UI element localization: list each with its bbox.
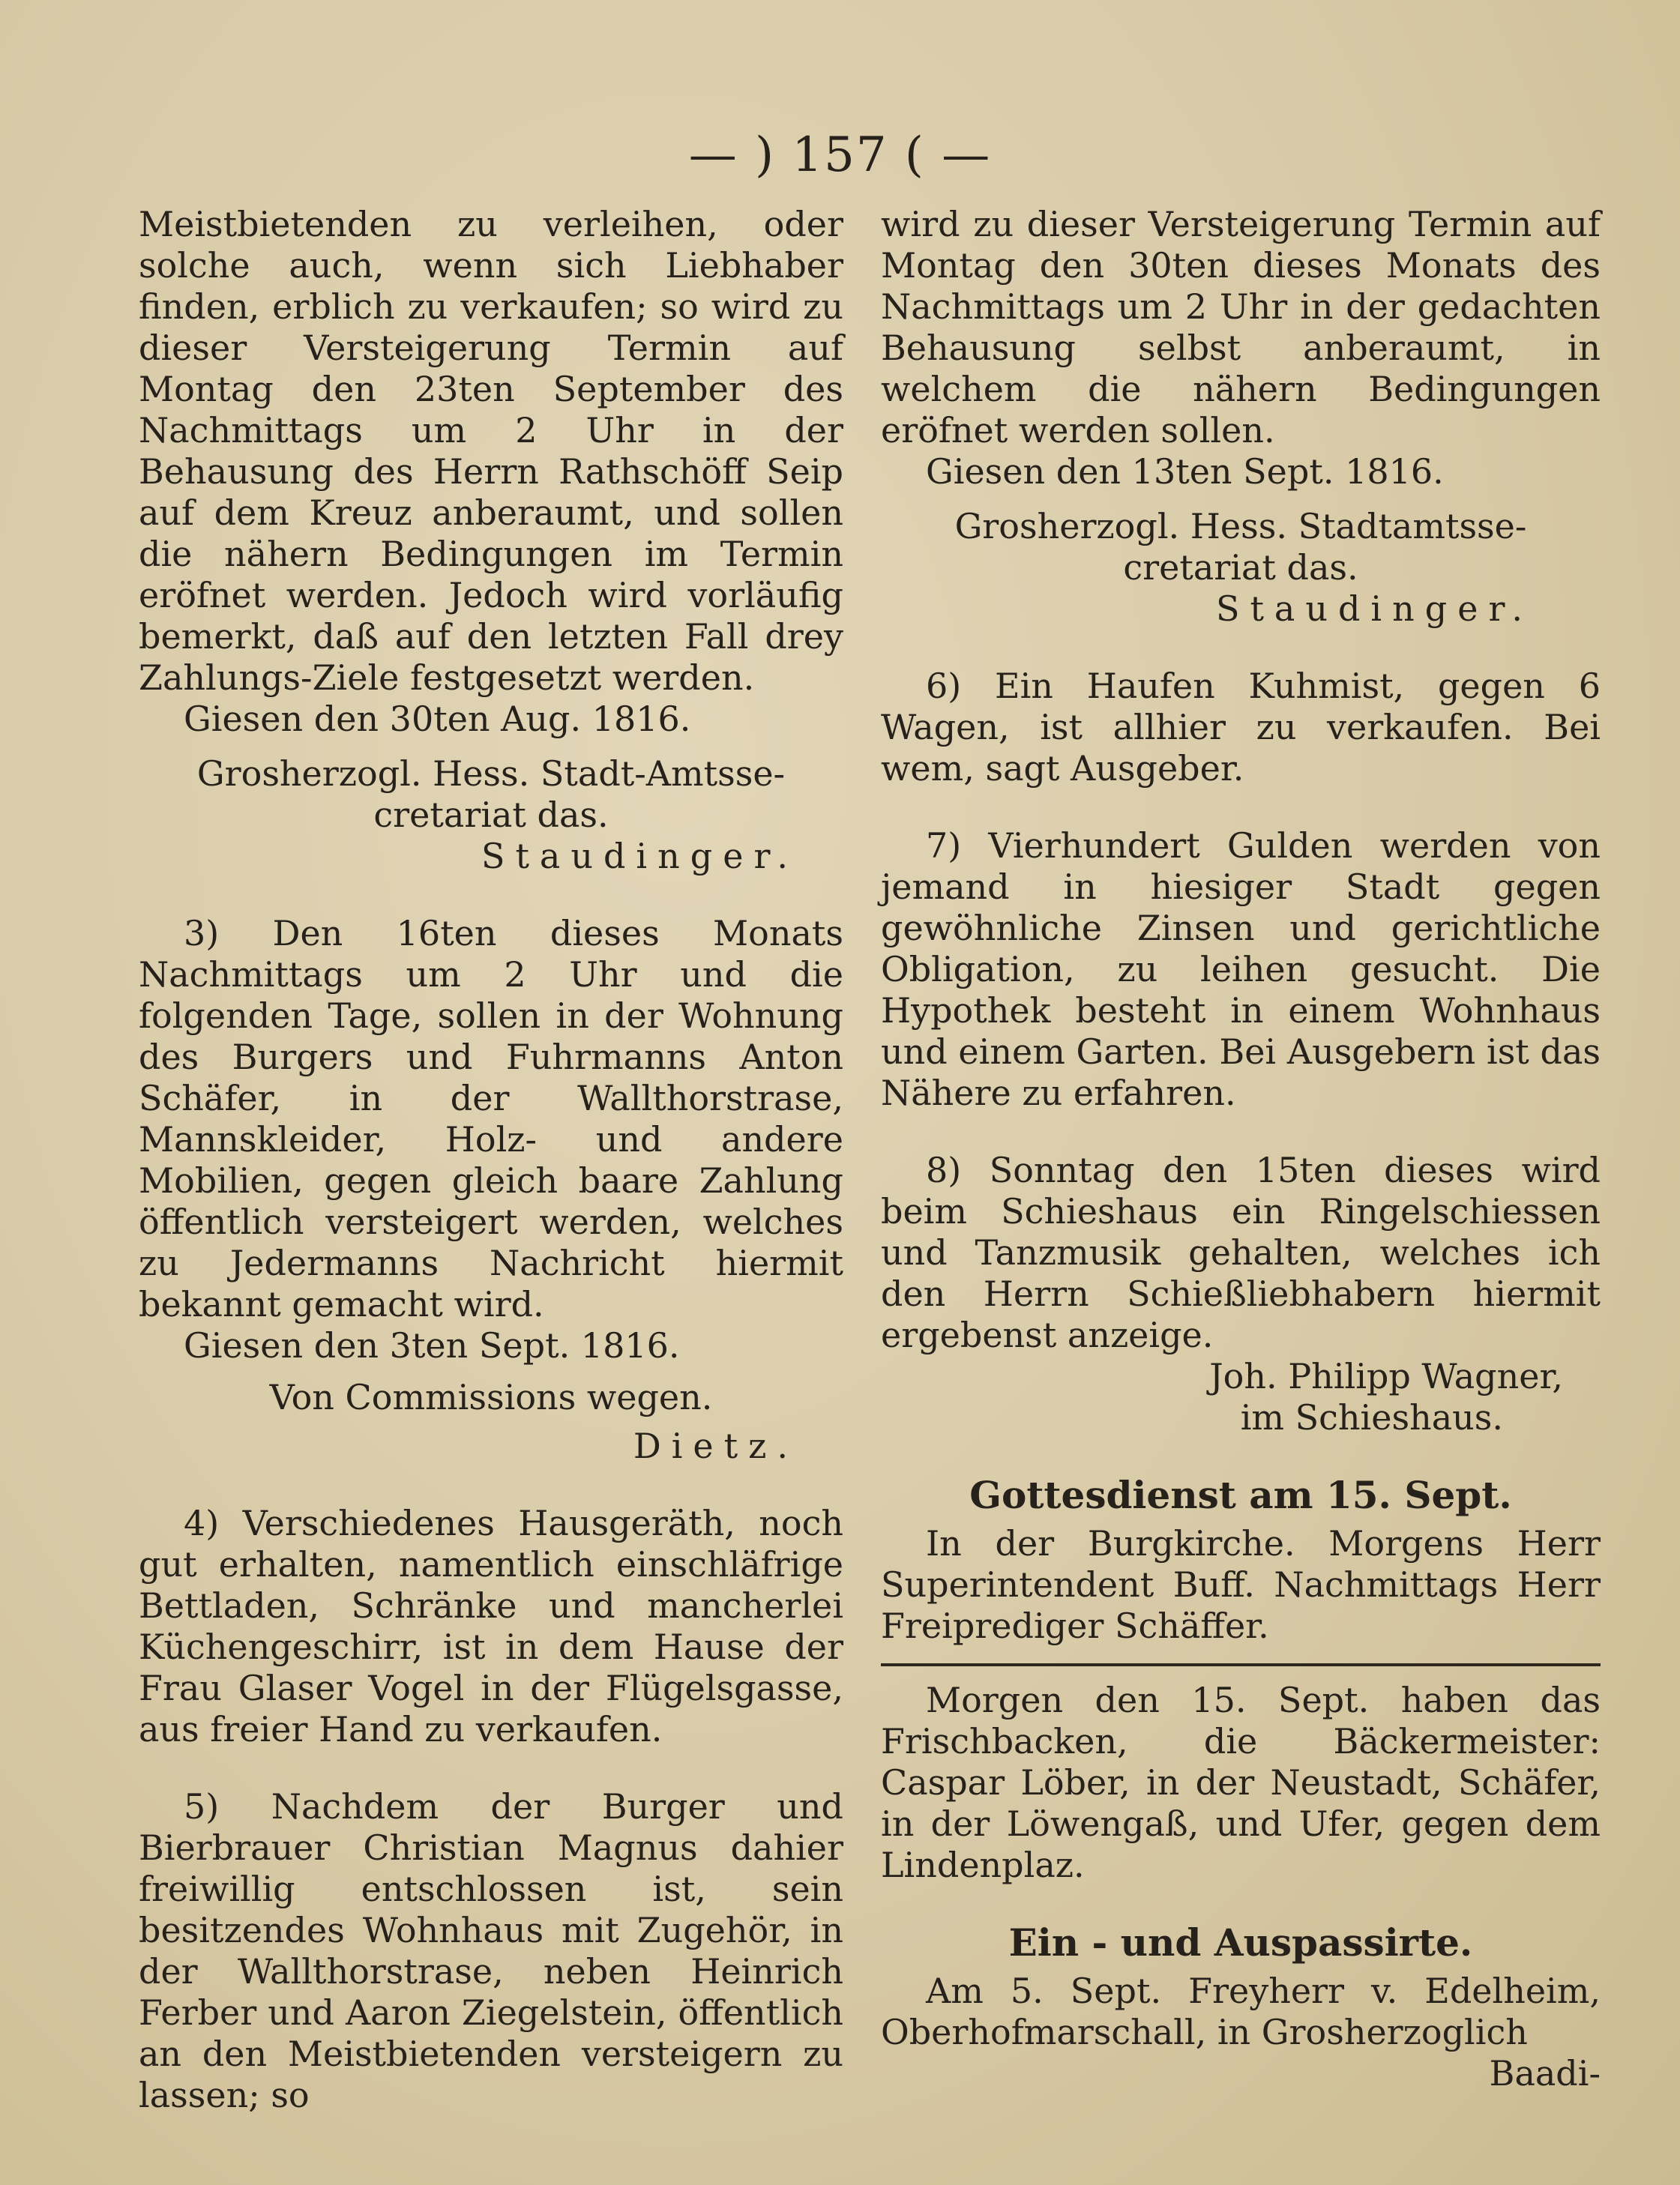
- notice-8-signer-place: im Schieshaus.: [1240, 1397, 1503, 1438]
- notice-5-signer-name: Staudinger.: [1215, 588, 1533, 629]
- intro-signature-line-1: Grosherzogl. Hess. Stadt-Amtsse-: [196, 753, 786, 794]
- notice-3-signature: Von Commissions wegen.: [269, 1377, 713, 1417]
- notice-5-date: Giesen den 13ten Sept. 1816.: [926, 451, 1444, 492]
- notice-5-continued: wird zu dieser Versteigerung Termin auf Montag den 30ten dieses Monats des Nachmittags um 2 Uhr in der gedachten Behausung selbst anberaumt, in welchem die nähern Bedingungen eröfnet werden sollen.: [881, 204, 1601, 450]
- notice-3: 3) Den 16ten dieses Monats Nachmittags um 2 Uhr und die folgenden Tage, sollen in der Wohnung des Burgers und Fuhrmanns Anton Schäfer, in der Wallthorstrase, Mannskleider, Holz- und andere Mobilien, gegen gleich baare Zahlung öffentlich versteigert werden, welches zu Jedermanns Nachricht hiermit bekannt gemacht wird.: [139, 913, 843, 1324]
- church-service-heading: Gottesdienst am 15. Sept.: [969, 1473, 1512, 1517]
- right-column: [881, 204, 1601, 2094]
- notice-5-signature-line-1: Grosherzogl. Hess. Stadtamtsse-: [954, 506, 1527, 546]
- notice-7: 7) Vierhundert Gulden werden von jemand in hiesiger Stadt gegen gewöhnliche Zinsen und gerichtliche Obligation, zu leihen gesucht. Die Hypothek besteht in einem Wohnhaus und einem Garten. Bei Ausgebern ist das Nähere zu erfahren.: [881, 825, 1601, 1113]
- notice-3-date: Giesen den 3ten Sept. 1816.: [184, 1325, 680, 1366]
- page-number: — ) 157 ( —: [688, 127, 992, 183]
- notice-3-signer-name: Dietz.: [633, 1426, 798, 1466]
- left-column: [139, 204, 843, 2116]
- intro-signature-line-2: cretariat das.: [373, 795, 609, 835]
- notice-4: 4) Verschiedenes Hausgeräth, noch gut erhalten, namentlich einschläfrige Bettladen, Schränke und mancherlei Küchengeschirr, ist in dem Hause der Frau Glaser Vogel in der Flügelsgasse, aus freier Hand zu verkaufen.: [139, 1503, 843, 1749]
- notice-5: 5) Nachdem der Burger und Bierbrauer Christian Magnus dahier freiwillig entschlossen ist, sein besitzendes Wohnhaus mit Zugehör, in der Wallthorstrase, neben Heinrich Ferber und Aaron Ziegelstein, öffentlich an den Meistbietenden versteigern zu lassen; so: [139, 1786, 843, 2115]
- travelers-text: Am 5. Sept. Freyherr v. Edelheim, Oberhofmarschall, in Grosherzoglich: [881, 1971, 1601, 2052]
- intro-text: Meistbietenden zu verleihen, oder solche auch, wenn sich Liebhaber finden, erblich zu verkaufen; so wird zu dieser Versteigerung Termin auf Montag den 23ten September des Nachmittags um 2 Uhr in der Behausung des Herrn Rathschöff Seip auf dem Kreuz anberaumt, und sollen die nähern Bedingungen im Termin eröfnet werden. Jedoch wird vorläufig bemerkt, daß auf den letzten Fall drey Zahlungs-Ziele festgesetzt werden.: [139, 204, 843, 698]
- notice-8: 8) Sonntag den 15ten dieses wird beim Schieshaus ein Ringelschiessen und Tanzmusik gehalten, welches ich den Herrn Schießliebhabern hiermit ergebenst anzeige.: [881, 1150, 1601, 1355]
- intro-signer-name: Staudinger.: [481, 836, 798, 876]
- intro-date: Giesen den 30ten Aug. 1816.: [184, 699, 691, 739]
- bakers-notice: Morgen den 15. Sept. haben das Frischbacken, die Bäckermeister: Caspar Löber, in der Neustadt, Schäfer, in der Löwengaß, und Ufer, gegen dem Lindenplaz.: [881, 1680, 1601, 1885]
- travelers-heading: Ein - und Auspassirte.: [1008, 1920, 1473, 1965]
- catchword: Baadi-: [1489, 2053, 1601, 2094]
- section-divider: [881, 1663, 1601, 1666]
- notice-8-signer-name: Joh. Philipp Wagner,: [1209, 1356, 1563, 1396]
- church-service-text: In der Burgkirche. Morgens Herr Superintendent Buff. Nachmittags Herr Freiprediger Schäffer.: [881, 1523, 1601, 1646]
- notice-5-signature-line-2: cretariat das.: [1123, 547, 1358, 588]
- notice-6: 6) Ein Haufen Kuhmist, gegen 6 Wagen, ist allhier zu verkaufen. Bei wem, sagt Ausgeber.: [881, 666, 1601, 789]
